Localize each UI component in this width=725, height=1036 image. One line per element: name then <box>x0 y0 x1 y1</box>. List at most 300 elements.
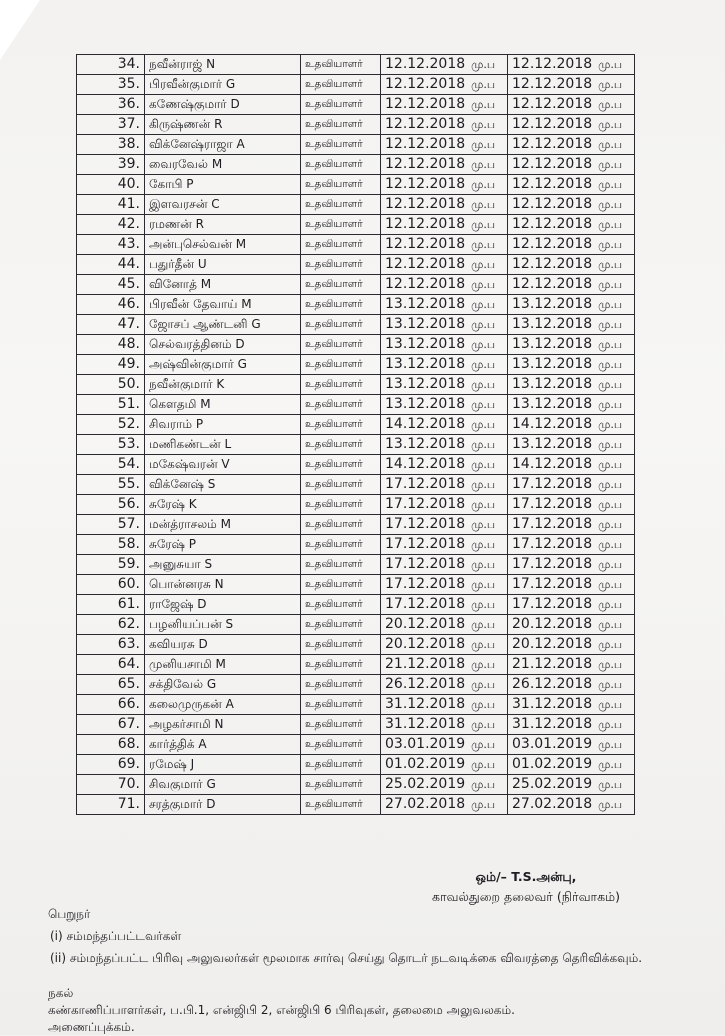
date-cell-text: 27.02.2018 <box>512 796 593 812</box>
name-cell <box>145 655 301 675</box>
date-cell <box>508 175 635 195</box>
serial-number-cell-text: 41. <box>117 196 140 212</box>
serial-number-cell <box>77 235 145 255</box>
date-cell <box>381 275 508 295</box>
table-row <box>77 615 635 635</box>
name-cell-text: வைரவேல் M <box>149 157 223 171</box>
name-cell <box>145 615 301 635</box>
date-cell-text: 17.12.2018 <box>385 536 466 552</box>
serial-number-cell <box>77 355 145 375</box>
date-cell-text: 01.02.2019 <box>385 756 466 772</box>
date-cell-text: 13.12.2018 <box>385 356 466 372</box>
designation-cell <box>301 255 381 275</box>
date-suffix: மு.ப <box>598 718 623 731</box>
designation-cell <box>301 695 381 715</box>
date-cell <box>381 395 508 415</box>
serial-number-cell <box>77 615 145 635</box>
table-row <box>77 735 635 755</box>
name-cell-text: ஜோசப் ஆண்டனி G <box>149 317 261 331</box>
date-cell <box>381 675 508 695</box>
name-cell <box>145 795 301 815</box>
date-cell <box>381 735 508 755</box>
date-suffix: மு.ப <box>598 258 623 271</box>
date-cell-text: 17.12.2018 <box>512 556 593 572</box>
serial-number-cell-text: 64. <box>117 656 140 672</box>
date-cell <box>508 675 635 695</box>
date-suffix: மு.ப <box>598 238 623 251</box>
date-cell <box>508 475 635 495</box>
designation-cell-text: உதவியாளர் <box>305 598 363 610</box>
date-suffix: மு.ப <box>598 418 623 431</box>
date-suffix: மு.ப <box>471 698 496 711</box>
date-cell-text: 12.12.2018 <box>512 236 593 252</box>
date-cell-text: 13.12.2018 <box>385 296 466 312</box>
table-row <box>77 315 635 335</box>
date-cell <box>508 75 635 95</box>
designation-cell <box>301 215 381 235</box>
date-cell <box>508 435 635 455</box>
designation-cell-text: உதவியாளர் <box>305 358 363 370</box>
date-cell-text: 12.12.2018 <box>512 136 593 152</box>
serial-number-cell <box>77 135 145 155</box>
designation-cell-text: உதவியாளர் <box>305 538 363 550</box>
date-cell-text: 27.02.2018 <box>385 796 466 812</box>
serial-number-cell <box>77 395 145 415</box>
designation-cell-text: உதவியாளர் <box>305 638 363 650</box>
name-cell <box>145 495 301 515</box>
serial-number-cell <box>77 495 145 515</box>
date-cell-text: 17.12.2018 <box>385 516 466 532</box>
name-cell <box>145 175 301 195</box>
date-suffix: மு.ப <box>598 138 623 151</box>
table-row <box>77 695 635 715</box>
serial-number-cell-text: 70. <box>117 776 140 792</box>
date-cell-text: 17.12.2018 <box>512 496 593 512</box>
date-suffix: மு.ப <box>598 798 623 811</box>
date-cell <box>381 175 508 195</box>
name-cell <box>145 355 301 375</box>
copy-text: கண்காணிப்பாளர்கள், ப.பி.1, என்ஜிபி 2, என்ஜிபி 6 பிரிவுகள், தலைமை அலுவலகம். <box>48 1003 515 1017</box>
date-suffix: மு.ப <box>598 618 623 631</box>
serial-number-cell-text: 37. <box>117 116 140 132</box>
date-cell <box>508 415 635 435</box>
serial-number-cell-text: 46. <box>117 296 140 312</box>
serial-number-cell-text: 71. <box>117 796 140 812</box>
name-cell <box>145 135 301 155</box>
date-cell-text: 13.12.2018 <box>512 316 593 332</box>
date-cell <box>508 695 635 715</box>
serial-number-cell-text: 38. <box>117 136 140 152</box>
date-suffix: மு.ப <box>471 558 496 571</box>
date-suffix: மு.ப <box>598 538 623 551</box>
designation-cell <box>301 435 381 455</box>
date-cell <box>508 735 635 755</box>
date-cell-text: 26.12.2018 <box>385 676 466 692</box>
date-cell-text: 03.01.2019 <box>512 736 593 752</box>
designation-cell-text: உதவியாளர் <box>305 318 363 330</box>
table-row <box>77 455 635 475</box>
table-row <box>77 715 635 735</box>
date-suffix: மு.ப <box>471 158 496 171</box>
date-cell-text: 01.02.2019 <box>512 756 593 772</box>
table-row <box>77 115 635 135</box>
table-row <box>77 555 635 575</box>
designation-cell-text: உதவியாளர் <box>305 298 363 310</box>
designation-cell-text: உதவியாளர் <box>305 498 363 510</box>
date-cell <box>508 575 635 595</box>
recipients-block <box>48 903 642 969</box>
serial-number-cell-text: 45. <box>117 276 140 292</box>
name-cell-text: அஷ்வின்குமார் G <box>149 357 247 371</box>
table-row <box>77 255 635 275</box>
date-cell-text: 31.12.2018 <box>512 716 593 732</box>
date-suffix: மு.ப <box>471 578 496 591</box>
name-cell <box>145 75 301 95</box>
serial-number-cell <box>77 695 145 715</box>
designation-cell-text: உதவியாளர் <box>305 58 363 70</box>
date-cell-text: 12.12.2018 <box>512 96 593 112</box>
date-suffix: மு.ப <box>598 298 623 311</box>
date-suffix: மு.ப <box>471 458 496 471</box>
date-cell <box>508 715 635 735</box>
date-cell <box>508 215 635 235</box>
date-suffix: மு.ப <box>471 538 496 551</box>
date-cell <box>508 635 635 655</box>
designation-cell <box>301 295 381 315</box>
date-cell-text: 13.12.2018 <box>512 396 593 412</box>
date-cell-text: 13.12.2018 <box>385 436 466 452</box>
table-row <box>77 415 635 435</box>
serial-number-cell-text: 44. <box>117 256 140 272</box>
designation-cell <box>301 75 381 95</box>
date-cell <box>381 435 508 455</box>
date-cell-text: 17.12.2018 <box>512 476 593 492</box>
serial-number-cell <box>77 515 145 535</box>
date-suffix: மு.ப <box>471 678 496 691</box>
date-cell-text: 13.12.2018 <box>385 336 466 352</box>
date-cell-text: 13.12.2018 <box>512 296 593 312</box>
date-suffix: மு.ப <box>598 438 623 451</box>
date-suffix: மு.ப <box>471 658 496 671</box>
serial-number-cell-text: 40. <box>117 176 140 192</box>
designation-cell-text: உதவியாளர் <box>305 418 363 430</box>
serial-number-cell-text: 68. <box>117 736 140 752</box>
serial-number-cell <box>77 775 145 795</box>
serial-number-cell <box>77 115 145 135</box>
name-cell-text: கலைமுருகன் A <box>149 697 234 711</box>
serial-number-cell-text: 54. <box>117 456 140 472</box>
designation-cell-text: உதவியாளர் <box>305 738 363 750</box>
date-suffix: மு.ப <box>471 378 496 391</box>
name-cell <box>145 675 301 695</box>
date-cell-text: 13.12.2018 <box>512 376 593 392</box>
date-cell-text: 31.12.2018 <box>385 716 466 732</box>
name-cell-text: மன்த்ராசலம் M <box>149 517 232 531</box>
date-cell <box>508 135 635 155</box>
designation-cell-text: உதவியாளர் <box>305 678 363 690</box>
date-cell-text: 17.12.2018 <box>385 476 466 492</box>
date-cell-text: 12.12.2018 <box>385 96 466 112</box>
date-cell-text: 13.12.2018 <box>385 376 466 392</box>
serial-number-cell <box>77 675 145 695</box>
table-row <box>77 335 635 355</box>
name-cell-text: முனியசாமி M <box>149 657 226 671</box>
table-row <box>77 375 635 395</box>
date-cell-text: 12.12.2018 <box>512 56 593 72</box>
date-suffix: மு.ப <box>598 118 623 131</box>
name-cell <box>145 735 301 755</box>
serial-number-cell-text: 67. <box>117 716 140 732</box>
date-cell <box>381 235 508 255</box>
name-cell <box>145 575 301 595</box>
date-cell <box>381 335 508 355</box>
designation-cell-text: உதவியாளர் <box>305 478 363 490</box>
name-cell <box>145 435 301 455</box>
serial-number-cell <box>77 715 145 735</box>
date-cell <box>508 795 635 815</box>
name-cell <box>145 335 301 355</box>
serial-number-cell-text: 49. <box>117 356 140 372</box>
date-suffix: மு.ப <box>471 258 496 271</box>
serial-number-cell-text: 39. <box>117 156 140 172</box>
designation-cell <box>301 275 381 295</box>
date-cell <box>508 515 635 535</box>
designation-cell-text: உதவியாளர் <box>305 218 363 230</box>
date-suffix: மு.ப <box>471 438 496 451</box>
serial-number-cell-text: 62. <box>117 616 140 632</box>
date-cell-text: 12.12.2018 <box>512 176 593 192</box>
date-cell <box>381 535 508 555</box>
table-row <box>77 275 635 295</box>
name-cell <box>145 595 301 615</box>
table-row <box>77 675 635 695</box>
date-cell <box>508 195 635 215</box>
date-cell-text: 20.12.2018 <box>512 616 593 632</box>
table-row <box>77 355 635 375</box>
date-suffix: மு.ப <box>471 798 496 811</box>
name-cell-text: மகேஷ்வரன் V <box>149 457 230 471</box>
name-cell-text: நவீன்குமார் K <box>149 377 225 391</box>
copy-trailing: அணைப்புக்கம். <box>48 1020 135 1034</box>
serial-number-cell <box>77 555 145 575</box>
recipients-heading: பெறுநர் <box>48 907 91 921</box>
serial-number-cell <box>77 415 145 435</box>
designation-cell <box>301 375 381 395</box>
date-cell <box>381 95 508 115</box>
serial-number-cell-text: 65. <box>117 676 140 692</box>
table-row <box>77 495 635 515</box>
date-cell <box>381 475 508 495</box>
date-cell <box>508 775 635 795</box>
name-cell-text: பிரவீன் தேவாய் M <box>149 297 252 311</box>
copy-heading: நகல் <box>48 986 74 1000</box>
date-suffix: மு.ப <box>598 358 623 371</box>
date-cell-text: 12.12.2018 <box>512 256 593 272</box>
folded-corner <box>0 0 40 60</box>
date-cell <box>508 255 635 275</box>
date-suffix: மு.ப <box>598 678 623 691</box>
name-cell-text: சிவராம் P <box>149 417 204 431</box>
designation-cell-text: உதவியாளர் <box>305 258 363 270</box>
date-suffix: மு.ப <box>471 338 496 351</box>
serial-number-cell-text: 61. <box>117 596 140 612</box>
date-suffix: மு.ப <box>598 218 623 231</box>
table-row <box>77 295 635 315</box>
date-cell-text: 12.12.2018 <box>512 76 593 92</box>
date-cell <box>381 255 508 275</box>
designation-cell-text: உதவியாளர் <box>305 98 363 110</box>
name-cell <box>145 295 301 315</box>
name-cell <box>145 475 301 495</box>
designation-cell <box>301 55 381 75</box>
designation-cell-text: உதவியாளர் <box>305 78 363 90</box>
name-cell <box>145 275 301 295</box>
serial-number-cell <box>77 795 145 815</box>
name-cell-text: கவியரசு D <box>149 637 208 651</box>
name-cell-text: அனுசுயா S <box>149 557 213 571</box>
name-cell <box>145 235 301 255</box>
date-suffix: மு.ப <box>598 738 623 751</box>
serial-number-cell <box>77 655 145 675</box>
designation-cell-text: உதவியாளர் <box>305 198 363 210</box>
designation-cell-text: உதவியாளர் <box>305 378 363 390</box>
name-cell-text: மணிகண்டன் L <box>149 437 232 451</box>
date-cell <box>381 75 508 95</box>
name-cell-text: ரமணன் R <box>149 217 204 231</box>
signature-block <box>432 867 620 907</box>
name-cell-text: சரத்குமார் D <box>149 797 216 811</box>
designation-cell <box>301 755 381 775</box>
name-cell <box>145 55 301 75</box>
table-row <box>77 155 635 175</box>
serial-number-cell-text: 36. <box>117 96 140 112</box>
name-cell-text: விக்னேஷ் S <box>149 477 216 491</box>
date-cell <box>381 115 508 135</box>
name-cell-text: ராஜேஷ் D <box>149 597 207 611</box>
date-cell-text: 17.12.2018 <box>385 596 466 612</box>
name-cell-text: கோபி P <box>149 177 194 191</box>
date-cell-text: 12.12.2018 <box>512 116 593 132</box>
date-cell <box>508 295 635 315</box>
date-cell <box>381 695 508 715</box>
date-cell <box>508 495 635 515</box>
table-row <box>77 655 635 675</box>
serial-number-cell <box>77 435 145 455</box>
table-row <box>77 215 635 235</box>
date-cell-text: 17.12.2018 <box>512 536 593 552</box>
name-cell <box>145 95 301 115</box>
name-cell-text: பழனியப்பன் S <box>149 617 234 631</box>
date-cell-text: 17.12.2018 <box>512 516 593 532</box>
designation-cell <box>301 175 381 195</box>
date-cell <box>508 395 635 415</box>
table-row <box>77 535 635 555</box>
date-cell <box>381 755 508 775</box>
serial-number-cell <box>77 735 145 755</box>
table-row <box>77 775 635 795</box>
date-suffix: மு.ப <box>471 498 496 511</box>
name-cell <box>145 115 301 135</box>
name-cell-text: பொன்னரசு N <box>149 577 224 591</box>
table-row <box>77 175 635 195</box>
date-cell <box>508 275 635 295</box>
serial-number-cell <box>77 195 145 215</box>
date-suffix: மு.ப <box>471 738 496 751</box>
date-cell <box>381 295 508 315</box>
table-row <box>77 195 635 215</box>
date-suffix: மு.ப <box>598 558 623 571</box>
posting-table <box>76 54 635 815</box>
serial-number-cell-text: 69. <box>117 756 140 772</box>
name-cell-text: சுரேஷ் K <box>149 497 197 511</box>
serial-number-cell <box>77 75 145 95</box>
date-suffix: மு.ப <box>471 398 496 411</box>
date-suffix: மு.ப <box>471 638 496 651</box>
name-cell-text: செல்வரத்தினம் D <box>149 337 245 351</box>
name-cell <box>145 215 301 235</box>
date-suffix: மு.ப <box>471 298 496 311</box>
date-suffix: மு.ப <box>598 498 623 511</box>
table-row <box>77 235 635 255</box>
date-suffix: மு.ப <box>598 578 623 591</box>
date-cell <box>381 415 508 435</box>
date-cell <box>381 155 508 175</box>
date-cell <box>508 95 635 115</box>
serial-number-cell <box>77 155 145 175</box>
date-suffix: மு.ப <box>598 658 623 671</box>
date-cell-text: 13.12.2018 <box>512 336 593 352</box>
date-suffix: மு.ப <box>598 158 623 171</box>
date-cell-text: 12.12.2018 <box>385 56 466 72</box>
table-row <box>77 395 635 415</box>
date-cell-text: 13.12.2018 <box>512 356 593 372</box>
date-suffix: மு.ப <box>598 518 623 531</box>
name-cell <box>145 315 301 335</box>
date-cell <box>508 155 635 175</box>
date-cell <box>508 615 635 635</box>
serial-number-cell <box>77 295 145 315</box>
date-cell <box>508 655 635 675</box>
table-row <box>77 595 635 615</box>
serial-number-cell <box>77 535 145 555</box>
copy-block <box>48 985 515 1036</box>
signature-designation: காவல்துறை தலைவர் (நிர்வாகம்) <box>431 889 620 904</box>
date-suffix: மு.ப <box>598 778 623 791</box>
name-cell <box>145 555 301 575</box>
date-cell <box>508 235 635 255</box>
serial-number-cell-text: 56. <box>117 496 140 512</box>
designation-cell-text: உதவியாளர் <box>305 778 363 790</box>
serial-number-cell <box>77 335 145 355</box>
date-suffix: மு.ப <box>598 398 623 411</box>
date-suffix: மு.ப <box>598 758 623 771</box>
date-cell-text: 12.12.2018 <box>385 136 466 152</box>
date-cell <box>508 595 635 615</box>
date-suffix: மு.ப <box>471 318 496 331</box>
name-cell <box>145 195 301 215</box>
serial-number-cell-text: 55. <box>117 476 140 492</box>
designation-cell <box>301 795 381 815</box>
date-suffix: மு.ப <box>471 518 496 531</box>
table-row <box>77 135 635 155</box>
designation-cell-text: உதவியாளர் <box>305 798 363 810</box>
date-suffix: மு.ப <box>471 718 496 731</box>
date-suffix: மு.ப <box>471 98 496 111</box>
designation-cell <box>301 615 381 635</box>
name-cell-text: கார்த்திக் A <box>149 737 207 751</box>
date-suffix: மு.ப <box>471 418 496 431</box>
date-cell <box>508 455 635 475</box>
